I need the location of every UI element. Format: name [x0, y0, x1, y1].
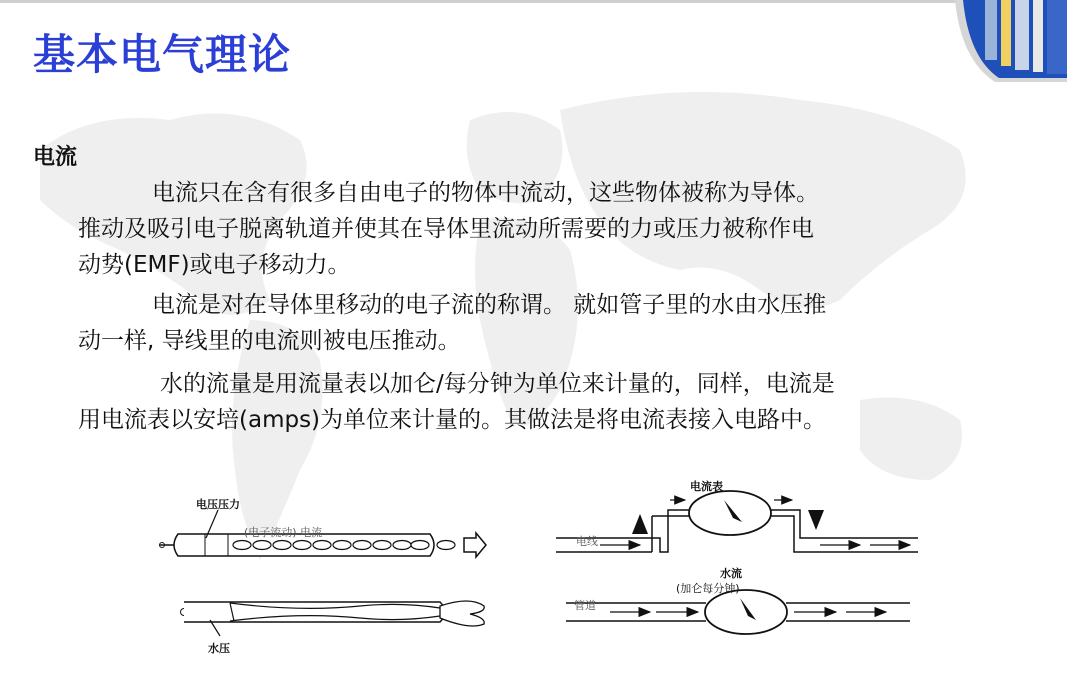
current-water-diagram: [0, 470, 1067, 698]
label-wire: 电线: [576, 535, 598, 548]
label-ammeter: 电流表: [690, 480, 723, 493]
ammeter-circuit: [556, 479, 918, 552]
paragraph-water-analogy: [78, 287, 1038, 359]
pipe-illustration: [181, 601, 485, 655]
section-heading: 电流: [33, 145, 78, 170]
paragraph-3-line-1: 水的流量是用流量表以加仑/每分钟为单位来计量的，同样，电流是: [160, 371, 835, 397]
paragraph-1-line-1: 电流只在含有很多自由电子的物体中流动，这些物体被称为导体。: [152, 180, 819, 206]
label-water-flow: 水流: [720, 567, 742, 580]
label-gallons-per-minute: (加仑每分钟): [676, 582, 740, 595]
paragraph-ammeter: [78, 366, 1038, 438]
corner-photo: [955, 0, 1067, 82]
paragraph-2-line-2: 动一样, 导线里的电流则被电压推动。: [78, 328, 461, 354]
paragraph-conductors: [78, 175, 1038, 283]
paragraph-3-line-2: 用电流表以安培(amps)为单位来计量的。其做法是将电流表接入电路中。: [78, 407, 827, 433]
label-voltage-pressure: 电压压力: [196, 498, 240, 511]
wire-illustration: [160, 497, 487, 557]
paragraph-1-line-2: 推动及吸引电子脱离轨道并使其在导体里流动所需要的力或压力被称作电: [78, 216, 814, 242]
label-pipe: 管道: [574, 599, 596, 612]
label-water-pressure: 水压: [208, 642, 230, 655]
paragraph-2-line-1: 电流是对在导体里移动的电子流的称谓。 就如管子里的水由水压推: [152, 292, 827, 318]
paragraph-1-line-3: 动势(EMF)或电子移动力。: [78, 252, 351, 278]
label-electron-flow: (电子流动) 电流: [244, 526, 323, 539]
page-title: 基本电气理论: [33, 30, 292, 79]
flow-meter-pipe: [566, 566, 910, 634]
